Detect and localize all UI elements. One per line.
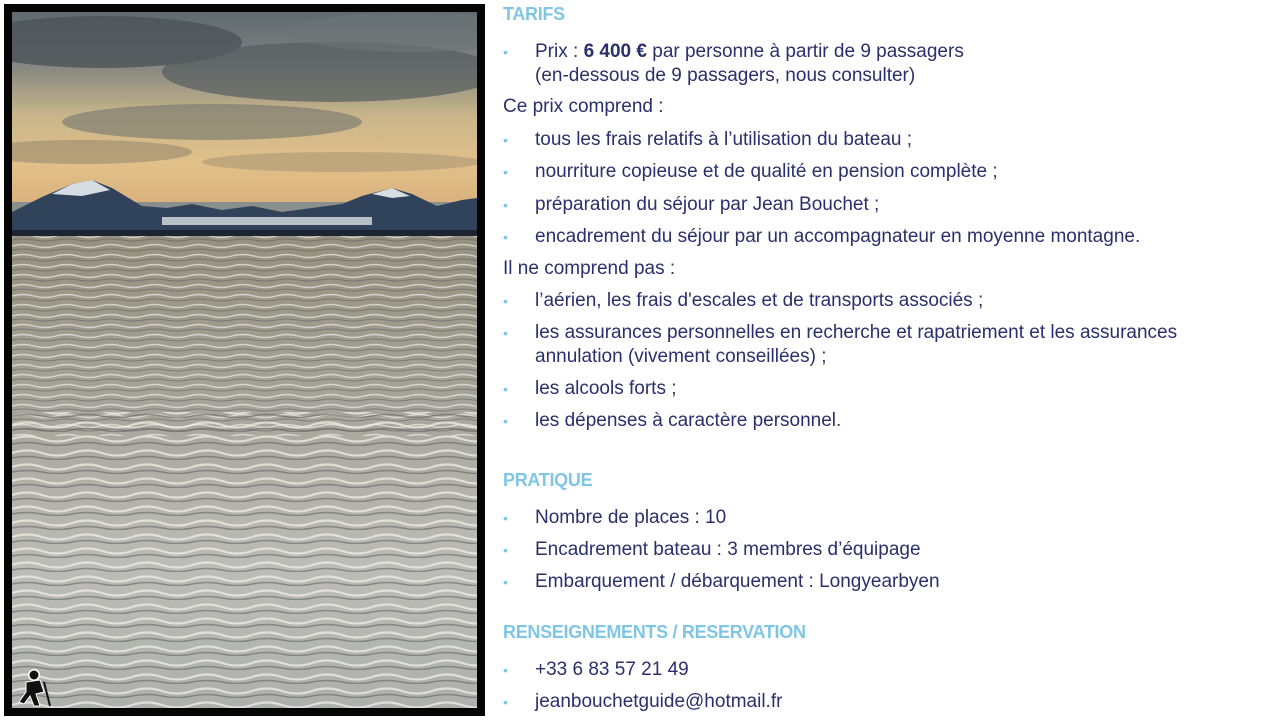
bullet-dot: • [503, 325, 508, 341]
info-column: TARIFS • Prix : 6 400 € par personne à partir de 9 passagers (en-dessous de 9 passagers, nous consulter) Ce prix comprend : • tous les frais relatifs à l’utilisation du bateau ; • nourriture copieuse et de qualité en pension complète ; • préparation du séjour par Jean Bouchet ; • encadrement du séjour par un accompagnateur en moyenne montagne. Il ne comprend pas : • l’aérien, les frais d'escales et de transports associés ; • les assurances personnelles en recherche et rapatriement et les assurances annulation (vivement conseillées) ; • les alcools forts ; • les dépenses à caractère personnel. PRATIQUE • Nombre de places : 10 • Encadrement bateau : 3 membres d’équipage • Embarquement / débarquement : Longyearbyen RENSEIGNEMENTS / RESERVATION • +33 6 83 57 21 49 • jeanbouchetguide@hotmail.fr [503, 0, 1273, 720]
bullet-dot: • [503, 381, 508, 397]
bullet-dot: • [503, 542, 508, 558]
phone-number[interactable]: +33 6 83 57 21 49 [535, 659, 689, 680]
arctic-sea-photo [12, 12, 477, 708]
price-prefix: Prix : [535, 41, 584, 62]
bullet-dot: • [503, 694, 508, 710]
price-note: (en-dessous de 9 passagers, nous consulter) [535, 65, 916, 86]
bullet-dot: • [503, 132, 508, 148]
bullet-dot: • [503, 164, 508, 180]
bullet-dot: • [503, 662, 508, 678]
bullet-dot: • [503, 44, 508, 60]
contact-heading: RENSEIGNEMENTS / RESERVATION [503, 622, 806, 642]
hiker-logo-icon [14, 666, 54, 708]
pratique-heading: PRATIQUE [503, 470, 593, 490]
bullet-dot: • [503, 574, 508, 590]
bullet-dot: • [503, 510, 508, 526]
arctic-sea-illustration [12, 12, 477, 708]
includes-label: Ce prix comprend : [503, 96, 664, 117]
price-suffix: par personne à partir de 9 passagers [646, 41, 964, 62]
photo-frame [4, 4, 485, 716]
bullet-dot: • [503, 413, 508, 429]
bullet-dot: • [503, 293, 508, 309]
bullet-dot: • [503, 229, 508, 245]
email-link[interactable]: jeanbouchetguide@hotmail.fr [535, 691, 783, 712]
bullet-dot: • [503, 197, 508, 213]
excludes-label: Il ne comprend pas : [503, 258, 676, 279]
price-value: 6 400 € [583, 41, 647, 62]
tarifs-heading: TARIFS [503, 4, 565, 24]
